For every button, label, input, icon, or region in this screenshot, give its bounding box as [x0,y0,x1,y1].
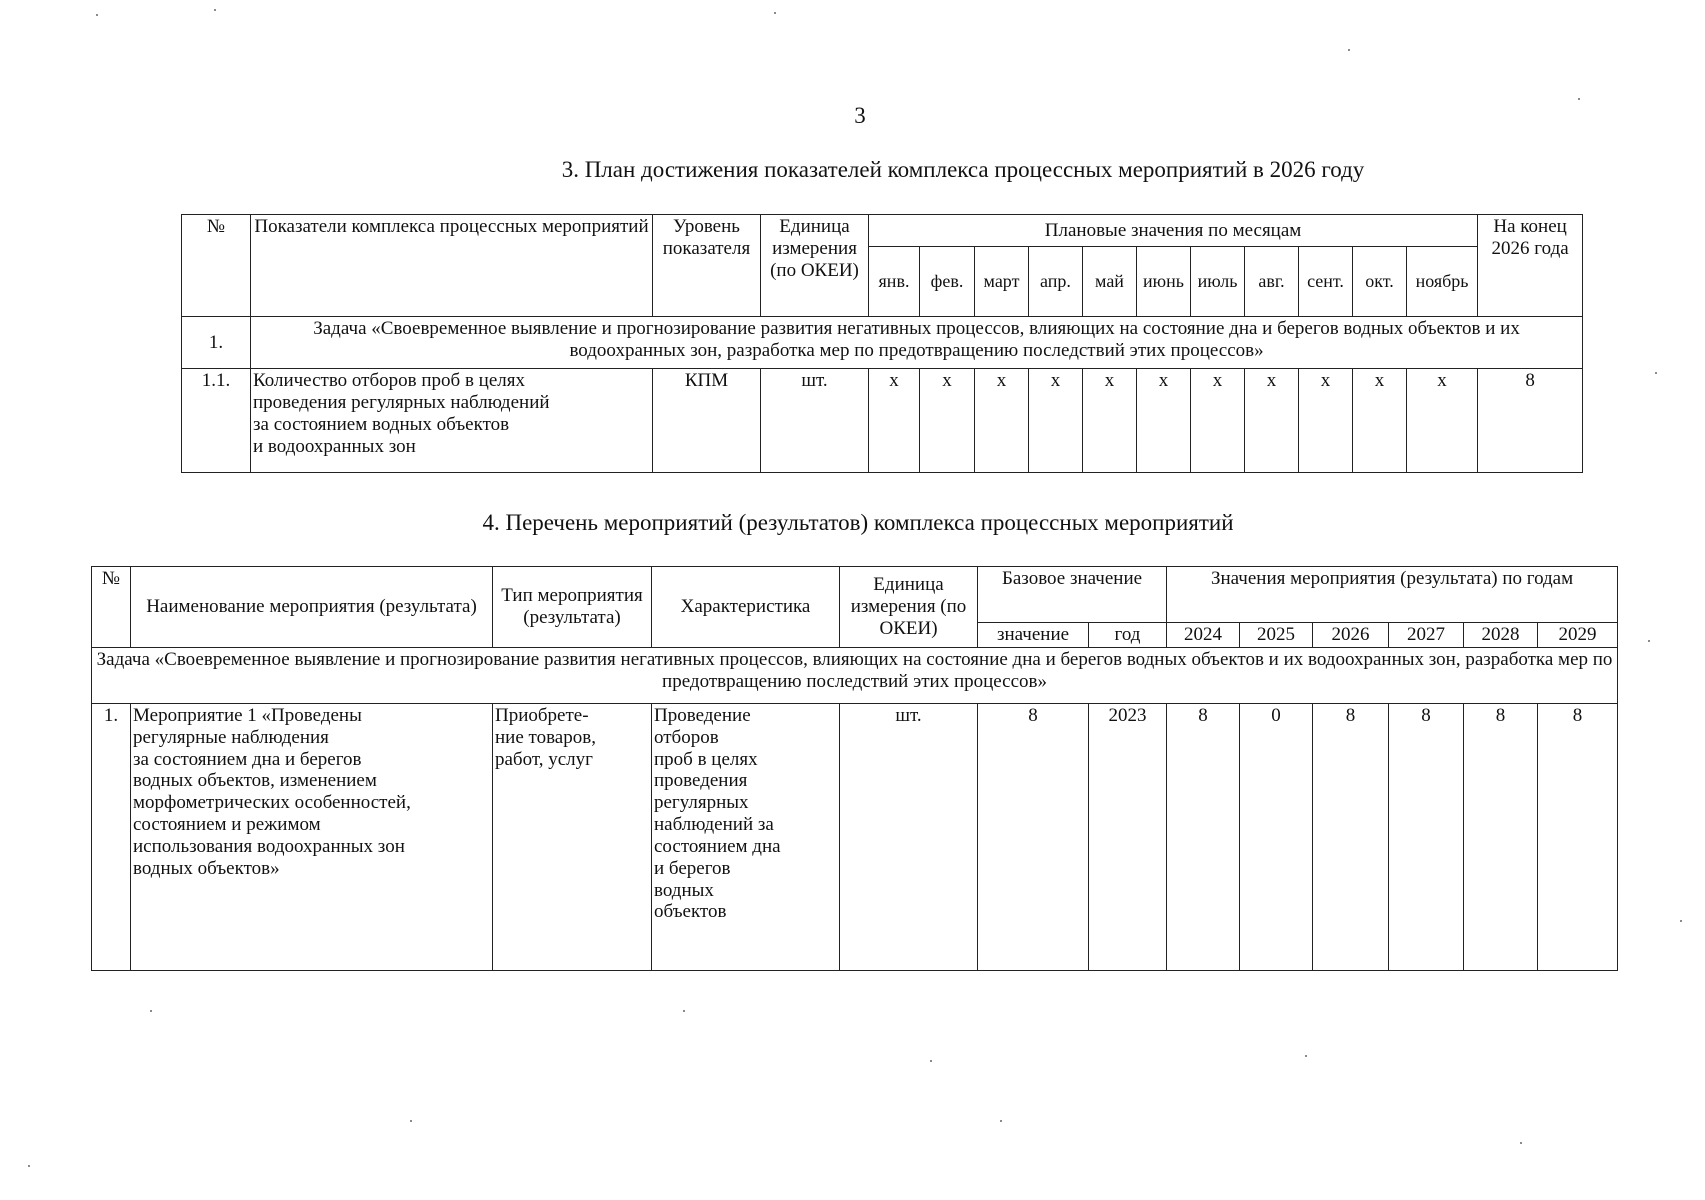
month-value: х [1407,369,1478,473]
header-unit: Единица измерения (по ОКЕИ) [761,215,869,317]
year-value: 8 [1389,703,1464,970]
text-line: состоянием и режимом [133,814,321,836]
scan-speck [1000,1120,1002,1122]
text-line: за состоянием дна и берегов [133,748,362,770]
text-line: объектов [654,901,727,923]
text-line: ние товаров, [495,726,596,748]
scan-speck [1305,1055,1307,1057]
month-value: х [1353,369,1407,473]
row-num: 1. [92,703,131,970]
scan-speck [1655,372,1657,374]
text-line: морфометрических особенностей, [133,792,411,814]
month-header: сент. [1299,247,1353,317]
indicators-plan-table [181,214,1583,473]
month-header: май [1083,247,1137,317]
year-header: 2026 [1313,623,1389,648]
year-header: 2029 [1538,623,1618,648]
year-header: 2027 [1389,623,1464,648]
header-level: Уровень показателя [653,215,761,317]
text-line: проведения регулярных наблюдений [253,391,550,413]
indicator-level: КПМ [653,369,761,473]
year-value: 8 [1464,703,1538,970]
indicator-row [182,369,1583,473]
year-header: 2028 [1464,623,1538,648]
header-indicator: Показатели комплекса процессных мероприятий [251,215,653,317]
month-value: х [1299,369,1353,473]
scan-speck [1680,920,1682,922]
month-header: окт. [1353,247,1407,317]
month-value: х [920,369,975,473]
text-line: проб в целях [654,748,758,770]
text-line: Приобрете- [495,704,589,726]
month-header: июнь [1137,247,1191,317]
task-row [92,647,1618,703]
year-header: 2025 [1240,623,1313,648]
activity-unit: шт. [840,703,978,970]
text-line: водных объектов» [133,857,280,879]
text-line: и водоохранных зон [253,435,416,457]
text-line: водных [654,879,714,901]
header-values-by-year: Значения мероприятия (результата) по годам [1167,567,1618,623]
year-value: 8 [1313,703,1389,970]
activity-name [131,703,493,970]
year-value: 0 [1240,703,1313,970]
table-header-row [92,567,1618,623]
year-value: 8 [1167,703,1240,970]
month-value: х [1029,369,1083,473]
header-type: Тип мероприятия (результата) [493,567,652,648]
scan-speck [930,1060,932,1062]
text-line: использования водоохранных зон [133,835,405,857]
month-header: фев. [920,247,975,317]
table-header-row [182,215,1583,247]
text-line: работ, услуг [495,748,593,770]
header-year-end: На конец 2026 года [1478,215,1583,317]
indicator-name [251,369,653,473]
month-value: х [1137,369,1191,473]
scan-speck [774,12,776,14]
scan-speck [96,14,98,16]
task-text: Задача «Своевременное выявление и прогнозирование развития негативных процессов, влияющих на состояние дна и берегов водных объектов и их водоохранных зон, разработка мер по предотвращению последствий этих процессов» [251,317,1583,369]
activity-row [92,703,1618,970]
header-name: Наименование мероприятия (результата) [131,567,493,648]
text-line: регулярные наблюдения [133,726,329,748]
text-line: проведения [654,770,748,792]
text-line: за состоянием водных объектов [253,413,510,435]
text-line: наблюдений за [654,814,774,836]
month-value: х [1245,369,1299,473]
scan-speck [1578,98,1580,100]
scan-speck [214,9,216,11]
scan-speck [1348,49,1350,51]
base-year: 2023 [1089,703,1167,970]
indicator-unit: шт. [761,369,869,473]
month-value: х [975,369,1029,473]
task-num: 1. [182,317,251,369]
year-end-value: 8 [1478,369,1583,473]
header-base-value: значение [978,623,1089,648]
month-header: янв. [869,247,920,317]
task-row [182,317,1583,369]
row-num: 1.1. [182,369,251,473]
month-header: апр. [1029,247,1083,317]
text-line: состоянием дна [654,835,781,857]
text-line: регулярных [654,792,749,814]
task-text: Задача «Своевременное выявление и прогнозирование развития негативных процессов, влияющих на состояние дна и берегов водных объектов и их водоохранных зон, разработка мер по предотвращению последствий этих процессов» [92,647,1618,703]
header-unit: Единица измерения (по ОКЕИ) [840,567,978,648]
header-base: Базовое значение [978,567,1167,623]
month-header: ноябрь [1407,247,1478,317]
scan-speck [1520,1142,1522,1144]
section-4-title: 4. Перечень мероприятий (результатов) комплекса процессных мероприятий [482,510,1234,535]
header-planned-monthly: Плановые значения по месяцам [869,215,1478,247]
text-line: водных объектов, изменением [133,770,377,792]
header-num: № [182,215,251,317]
year-header: 2024 [1167,623,1240,648]
text-line: Мероприятие 1 «Проведены [133,704,362,726]
scan-speck [1648,640,1650,642]
scan-speck [410,1120,412,1122]
scan-speck [150,1010,152,1012]
section-3-title: 3. План достижения показателей комплекса процессных мероприятий в 2026 году [561,157,1365,182]
header-characteristic: Характеристика [652,567,840,648]
header-num: № [92,567,131,648]
month-value: х [1083,369,1137,473]
text-line: Проведение [654,704,751,726]
scan-speck [683,1010,685,1012]
page-number: 3 [854,103,866,128]
text-line: Количество отборов проб в целях [253,370,525,391]
activity-characteristic [652,703,840,970]
month-header: март [975,247,1029,317]
year-value: 8 [1538,703,1618,970]
text-line: отборов [654,726,719,748]
month-header: июль [1191,247,1245,317]
activities-table [91,566,1618,971]
header-base-year: год [1089,623,1167,648]
month-value: х [869,369,920,473]
month-value: х [1191,369,1245,473]
text-line: и берегов [654,857,731,879]
base-value: 8 [978,703,1089,970]
month-header: авг. [1245,247,1299,317]
activity-type [493,703,652,970]
scan-speck [28,1165,30,1167]
